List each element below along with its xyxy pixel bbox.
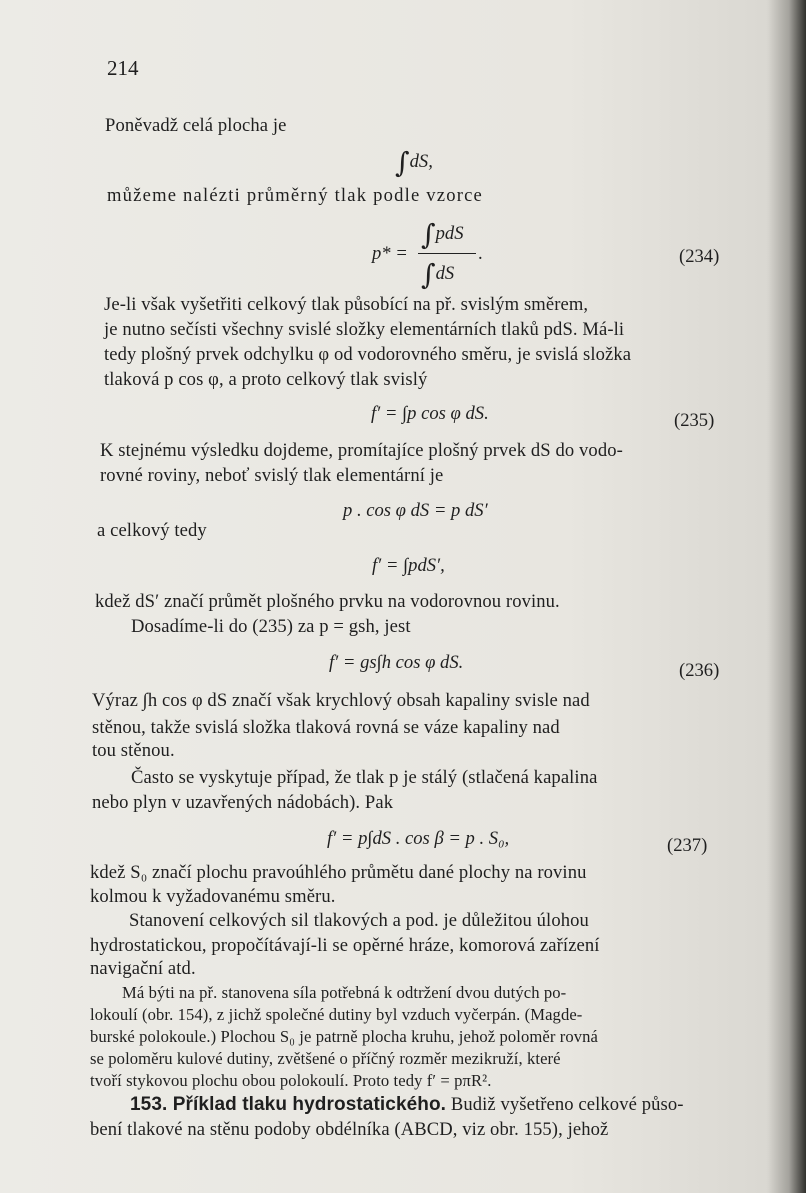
text-line: Často se vyskytuje případ, že tlak p je stálý (stlačená kapalina [131, 767, 598, 788]
equation-total: f′ = ∫pdS′, [372, 555, 445, 576]
equation-237: f′ = p∫dS . cos β = p . S₀, [327, 828, 510, 849]
eq234-dot: . [478, 243, 483, 264]
equation-number: (235) [674, 410, 715, 431]
text-line: Je-li však vyšetřiti celkový tlak působící na př. svislým směrem, [104, 294, 589, 315]
text-line: tlaková p cos φ, a proto celkový tlak svislý [104, 369, 428, 390]
section-heading-line: 153. Příklad tlaku hydrostatického. Budiž vyšetřeno celkové půso- [130, 1094, 684, 1115]
text-line: bení tlakové na stěnu podoby obdélníka (ABCD, viz obr. 155), jehož [90, 1119, 609, 1140]
text-line: nebo plyn v uzavřených nádobách). Pak [92, 792, 394, 813]
text-line: stěnou, takže svislá složka tlaková rovná se váze kapaliny nad [92, 717, 560, 738]
eq234-numerator: ∫pdS [421, 218, 464, 251]
text-line: Stanovení celkových sil tlakových a pod. je důležitou úlohou [129, 910, 589, 931]
text-line: a celkový tedy [97, 520, 207, 541]
text-line: Poněvadž celá plocha je [105, 115, 287, 136]
text-line: Výraz ∫h cos φ dS značí však krychlový obsah kapaliny svisle nad [92, 690, 590, 711]
small-text-line: Má býti na př. stanovena síla potřebná k odtržení dvou dutých po- [122, 983, 567, 1002]
page-gutter-shadow [768, 0, 806, 1193]
small-text-line: se poloměru kulové dutiny, zvětšené o příčný rozměr mezikruží, které [90, 1049, 561, 1068]
text-line: navigační atd. [90, 958, 196, 979]
small-text-line: burské polokoule.) Plochou S₀ je patrně plocha kruhu, jehož poloměr rovná [90, 1027, 599, 1046]
equation-number: (237) [667, 835, 708, 856]
equation-number: (236) [679, 660, 720, 681]
small-text-line: tvoří stykovou plochu obou polokoulí. Proto tedy f′ = pπR². [90, 1071, 492, 1090]
text-line: kdež dS′ značí průmět plošného prvku na vodorovnou rovinu. [95, 591, 560, 612]
equation-235: f′ = ∫p cos φ dS. [371, 403, 489, 424]
page-number: 214 [107, 56, 139, 80]
text-line: tou stěnou. [92, 740, 175, 761]
eq234-denominator: ∫dS [421, 258, 455, 291]
equation-pressure: p . cos φ dS = p dS′ [343, 500, 488, 521]
equation-number: (234) [679, 246, 720, 267]
text-line: můžeme nalézti průměrný tlak podle vzorce [107, 185, 483, 206]
text-line: Dosadíme-li do (235) za p = gsh, jest [131, 616, 411, 637]
text-line: hydrostatickou, propočítávají-li se opěrné hráze, komorová zařízení [90, 935, 600, 956]
equation-236: f′ = gs∫h cos φ dS. [329, 652, 464, 673]
text-line: tedy plošný prvek odchylku φ od vodorovného směru, je svislá složka [104, 344, 632, 365]
text-line: rovné roviny, neboť svislý tlak elementární je [100, 465, 444, 486]
section-heading: 153. Příklad tlaku hydrostatického. [130, 1094, 447, 1115]
text-line: kdež S₀ značí plochu pravoúhlého průmětu dané plochy na rovinu [90, 862, 587, 883]
text-line: K stejnému výsledku dojdeme, promítajíce plošný prvek dS do vodo- [100, 440, 623, 461]
fraction-bar [418, 253, 476, 254]
text-line: je nutno sečísti všechny svislé složky elementárních tlaků pdS. Má-li [104, 319, 625, 340]
small-text-line: lokoulí (obr. 154), z jichž společné dutiny byl vzduch vyčerpán. (Magde- [90, 1005, 583, 1024]
text-line: kolmou k vyžadovanému směru. [90, 886, 336, 907]
eq234-lhs: p* = [372, 243, 408, 264]
equation-area: ∫dS, [395, 146, 433, 179]
